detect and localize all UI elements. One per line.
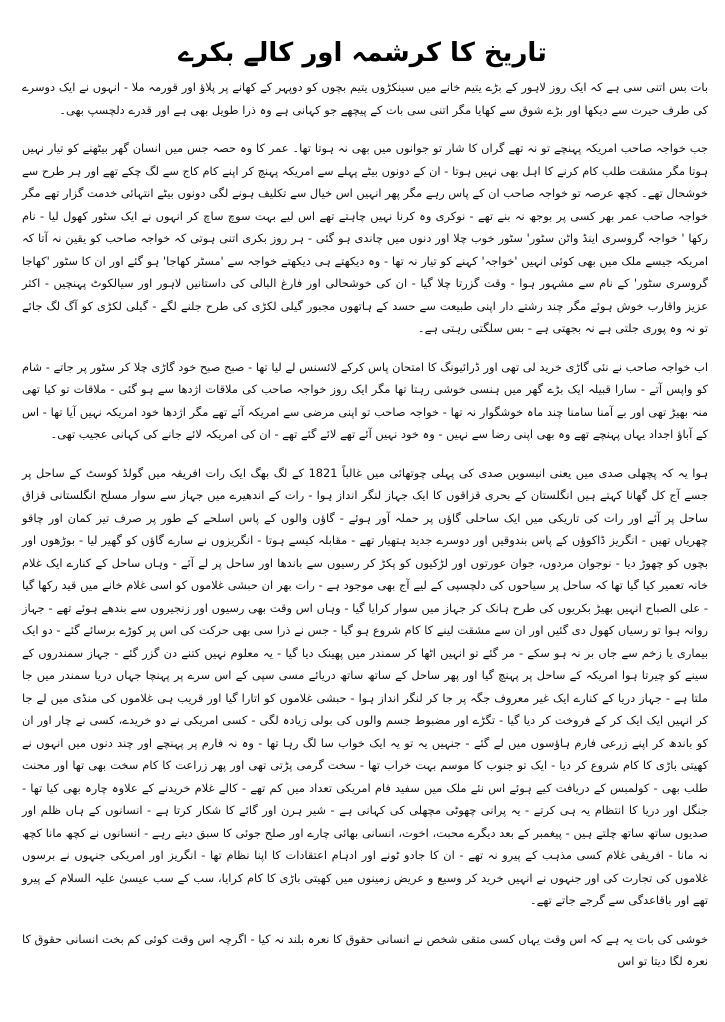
article-title: تاریخ کا کرشمہ اور کالے بکرے [178, 38, 547, 69]
paragraph-3: اب خواجہ صاحب نے نئی گاڑی خرید لی تھی اور ڈرائیونگ کا امتحان پاس کرکے لائسنس لے لیا تھا - صبح صبح خود گاڑی چلا کر سٹور پر جاتے - شام کو واپس آتے - سارا قبیلہ ایک بڑے گھر میں ہنسی خوشی رہتا تھا مگر ایک روز خواجہ صاحب کی ملاقات اژدھا سے ہو گئی - ملاقات تو کیا تھی منہ بھیڑ تھی اور بے آمنا سامنا چند ماہ خوشگوار نہ تھا - خواجہ صاحب تو اپنی مرضی سے امریکہ آئے تھے مگر اژدھا خود امریکہ نہیں آیا تھا - اس کے آباؤ اجداد یہاں پہنچے تھے وہ بھی اپنی رضا سے نہیں - وہ خود نہیں آئے تھے لائے گئے تھے - ان کی امریکہ لائے جانے کی کہانی عجیب تھی۔ [22, 359, 708, 441]
paragraph-4: ہوا یہ کہ پچھلی صدی میں یعنی انیسویں صدی کی پہلی چوتھائی میں غالباً 1821 کے لگ بھگ ایک رات افریقہ میں گولڈ کوسٹ کے ساحل پر جسے آج کل گھانا کہتے ہیں انگلستان کے بحری قزاقوں کا ایک جہاز لنگر انداز ہوا - رات کے اندھیرے میں جہاز سے سوار مسلح انگلستانی قزاق ساحل پر آئے اور رات کی تاریکی میں ایک ساحلی گاؤں پر حملہ آور ہوئے - گاؤں والوں کے پاس اسلحے کے طور پر صرف تیر کمان اور چاقو چھریاں تھیں - انگریز ڈاکوؤں کے پاس بندوقیں اور دوسرے جدید ہتھیار تھے - مقابلہ کیسے ہوتا - انگریزوں نے سارے گاؤں کو گھیر لیا - بوڑھوں اور بچوں کو چھوڑ دیا - نوجوان مردوں، جوان عورتوں اور لڑکیوں کو پکڑ کر رسیوں سے باندھا اور ساحل پر لے آئے - وہاں ساحل کے کنارے ایک غلام خانہ تعمیر کیا گیا تھا کہ ساحل پر سیاحوں کی دلچسپی کے لیے آج بھی موجود ہے - رات بھر ان حبشی غلاموں کو اسی غلام خانے میں قید رکھا گیا - علی الصباح انہیں بھیڑ بکریوں کی طرح ہانک کر جہاز میں سوار کرایا گیا - وہاں اس وقت بھی رسیوں اور زنجیروں سے بندھے ہوئے تھے - جہاز روانہ ہوا تو رسیاں کھول دی گئیں اور ان سے مشقت لینے کا کام شروع ہو گیا - جس نے ذرا سی بھی حرکت کی اس پر کوڑے برسائے گئے - دو ایک بیماری یا زخم سے جاں بر نہ ہو سکے - مر گئے تو انہیں اٹھا کر سمندر میں پھینک دیا گیا - یہ معلوم نہیں کتنے دن گزر گئے - جہاز سمندروں کے سینے کو چیرتا ہوا امریکہ کے ساحل پر پہنچ گیا اور پھر ساحل کے ساتھ ساتھ دریائے مسی سپی کے اس سرے پر پہنچا جہاں دریا سمندر میں جا ملتا ہے - جہاز دریا کے کنارے ایک غیر معروف جگہ پر جا کر لنگر انداز ہوا - حبشی غلاموں کو اتارا گیا اور قریب ہی غلاموں کی منڈی میں لے جا کر انہیں ایک ایک کر کے فروخت کر دیا گیا - تگڑے اور مضبوط جسم والوں کی بولی زیادہ لگی - کسی امریکی نے دو خریدے، کسی نے چار اور ان کو باندھ کر اپنے زرعی فارم ہاؤسوں میں لے گئے - جنہیں یہ تو یہ ایک خواب سا لگ رہا تھا - وہ نہ فارم پر پہنچے اور چند دنوں میں انہوں نے کھیتی باڑی کا کام شروع کر دیا - ایک تو جنوب کا موسم بہت خراب تھا - سخت گرمی پڑتی تھی اور پھر زراعت کا کام سخت بھی تھا اور محنت طلب بھی - کولمبس کے دریافت کیے ہوئے اس نئے ملک میں سفید فام امریکی تعداد میں کم تھے - کالے غلام خریدنے کے علاوہ چارہ بھی کیا تھا - جنگل اور دریا کا انتظام یہ ہی کرتے - یہ پرانی چھوٹی مچھلی کی کہانی ہے - شیر ہرن اور گائے کا شکار کرتا ہے - انسانوں کے ہاں ظلم اور صدیوں ساتھ ساتھ چلتے ہیں - پیغمبر کے بعد دیگرے محبت، اخوت، انسانی بھائی چارے اور صلح جوئی کا سبق دیتے رہے - انسانوں نے کچھ مانا کچھ نہ مانا - افریقی غلام کسی مذہب کے پیرو نہ تھے - ان کا جادو ٹونے اور ادہام اعتقادات کا اپنا نظام تھا - انگریز اور امریکی جنہوں نے برسوں غلاموں کی تجارت کی اور جنہوں نے انہیں خرید کر وسیع و عریض زمینوں میں کھیتی باڑی کا کام کرایا، سب کے سب عیسیٰ علیہ السلام کے پیرو تھے اور باقاعدگی سے گرجے جاتے تھے۔ [22, 465, 709, 907]
paragraph-2: جب خواجہ صاحب امریکہ پہنچے تو نہ تھے گراں کا شار تو جوانوں میں بھی نہ ہوتا تھا۔ عمر کا وہ حصہ جس میں انسان گھر بیٹھنے کو تیار نہیں ہوتا مگر مشقت طلب کام کرنے کا اہل بھی نہیں ہوتا - ان کے دونوں بیٹے پہلے سے امریکہ پہنچ کر اپنے کام کاج سے لگ چکے تھے اور ہر طرح سے خوشحال تھے۔ کچھ عرصہ تو خواجہ صاحب ان کے پاس رہے مگر پھر انہیں اس خیال سے تکلیف ہونے لگی دونوں بیٹے انتہائی خدمت گزار تھے مگر خواجہ صاحب عمر بھر کسی پر بوجھ نہ بنے تھے - نوکری وہ کرنا نہیں چاہتے تھے اس لیے بہت سوچ ساچ کر انہوں نے ایک سٹور کھول لیا - نام رکھا ' خواجہ گروسری اینڈ واٹن سٹور' سٹور خوب چلا اور دنوں میں چاندی ہو گئی - ہر روز بکری اتنی ہوتی کہ خواجہ صاحب کو یقین نہ آتا کہ امریکہ جیسے ملک میں بھی کوئی انہیں 'خواجہ' کہنے کو تیار نہ تھا - وہ دیکھتے ہی دیکھتے خواجہ سے 'مسٹر کھاجا' ہو گئے اور ان کا سٹور 'کھاجا گروسری سٹور' کے نام سے مشہور ہوا - وقت گزرتا چلا گیا - ان کی خوشحالی اور فارغ البالی کی داستانیں لاہور اور سیالکوٹ پہنچیں - اکثر عزیز واقارب خوش ہوئے مگر چند رشتے دار اپنی طبیعت سے حسد کے ہاتھوں مجبور گیلی لکڑی کی طرح جلنے لگے - گیلی لکڑی کو آگ لگ جائے تو نہ وہ پوری جلتی ہے نہ بجھتی ہے - بس سلگتی رہتی ہے۔ [21, 141, 708, 335]
article-body [22, 76, 708, 973]
paragraph-1: بات بس اتنی سی ہے کہ ایک روز لاہور کے بڑے یتیم خانے میں سینکڑوں یتیم بچوں کو دوپہر کے کھانے پر پلاؤ اور قورمہ ملا - انہوں نے ایک دوسرے کی طرف حیرت سے دیکھا اور بڑے شوق سے کھایا مگر اتنی سی بات کے پیچھے جو کہانی ہے وہ ذرا طویل بھی ہے اور قدرے دلچسپ بھی۔ [22, 80, 708, 117]
paragraph-5: خوشی کی بات یہ ہے کہ اس وقت یہاں کسی متقی شخص نے انسانی حقوق کا نعرہ بلند نہ کیا - اگرچہ اس وقت کوئی کم بخت انسانی حقوق کا نعرہ لگا دیتا تو اس [22, 931, 708, 968]
